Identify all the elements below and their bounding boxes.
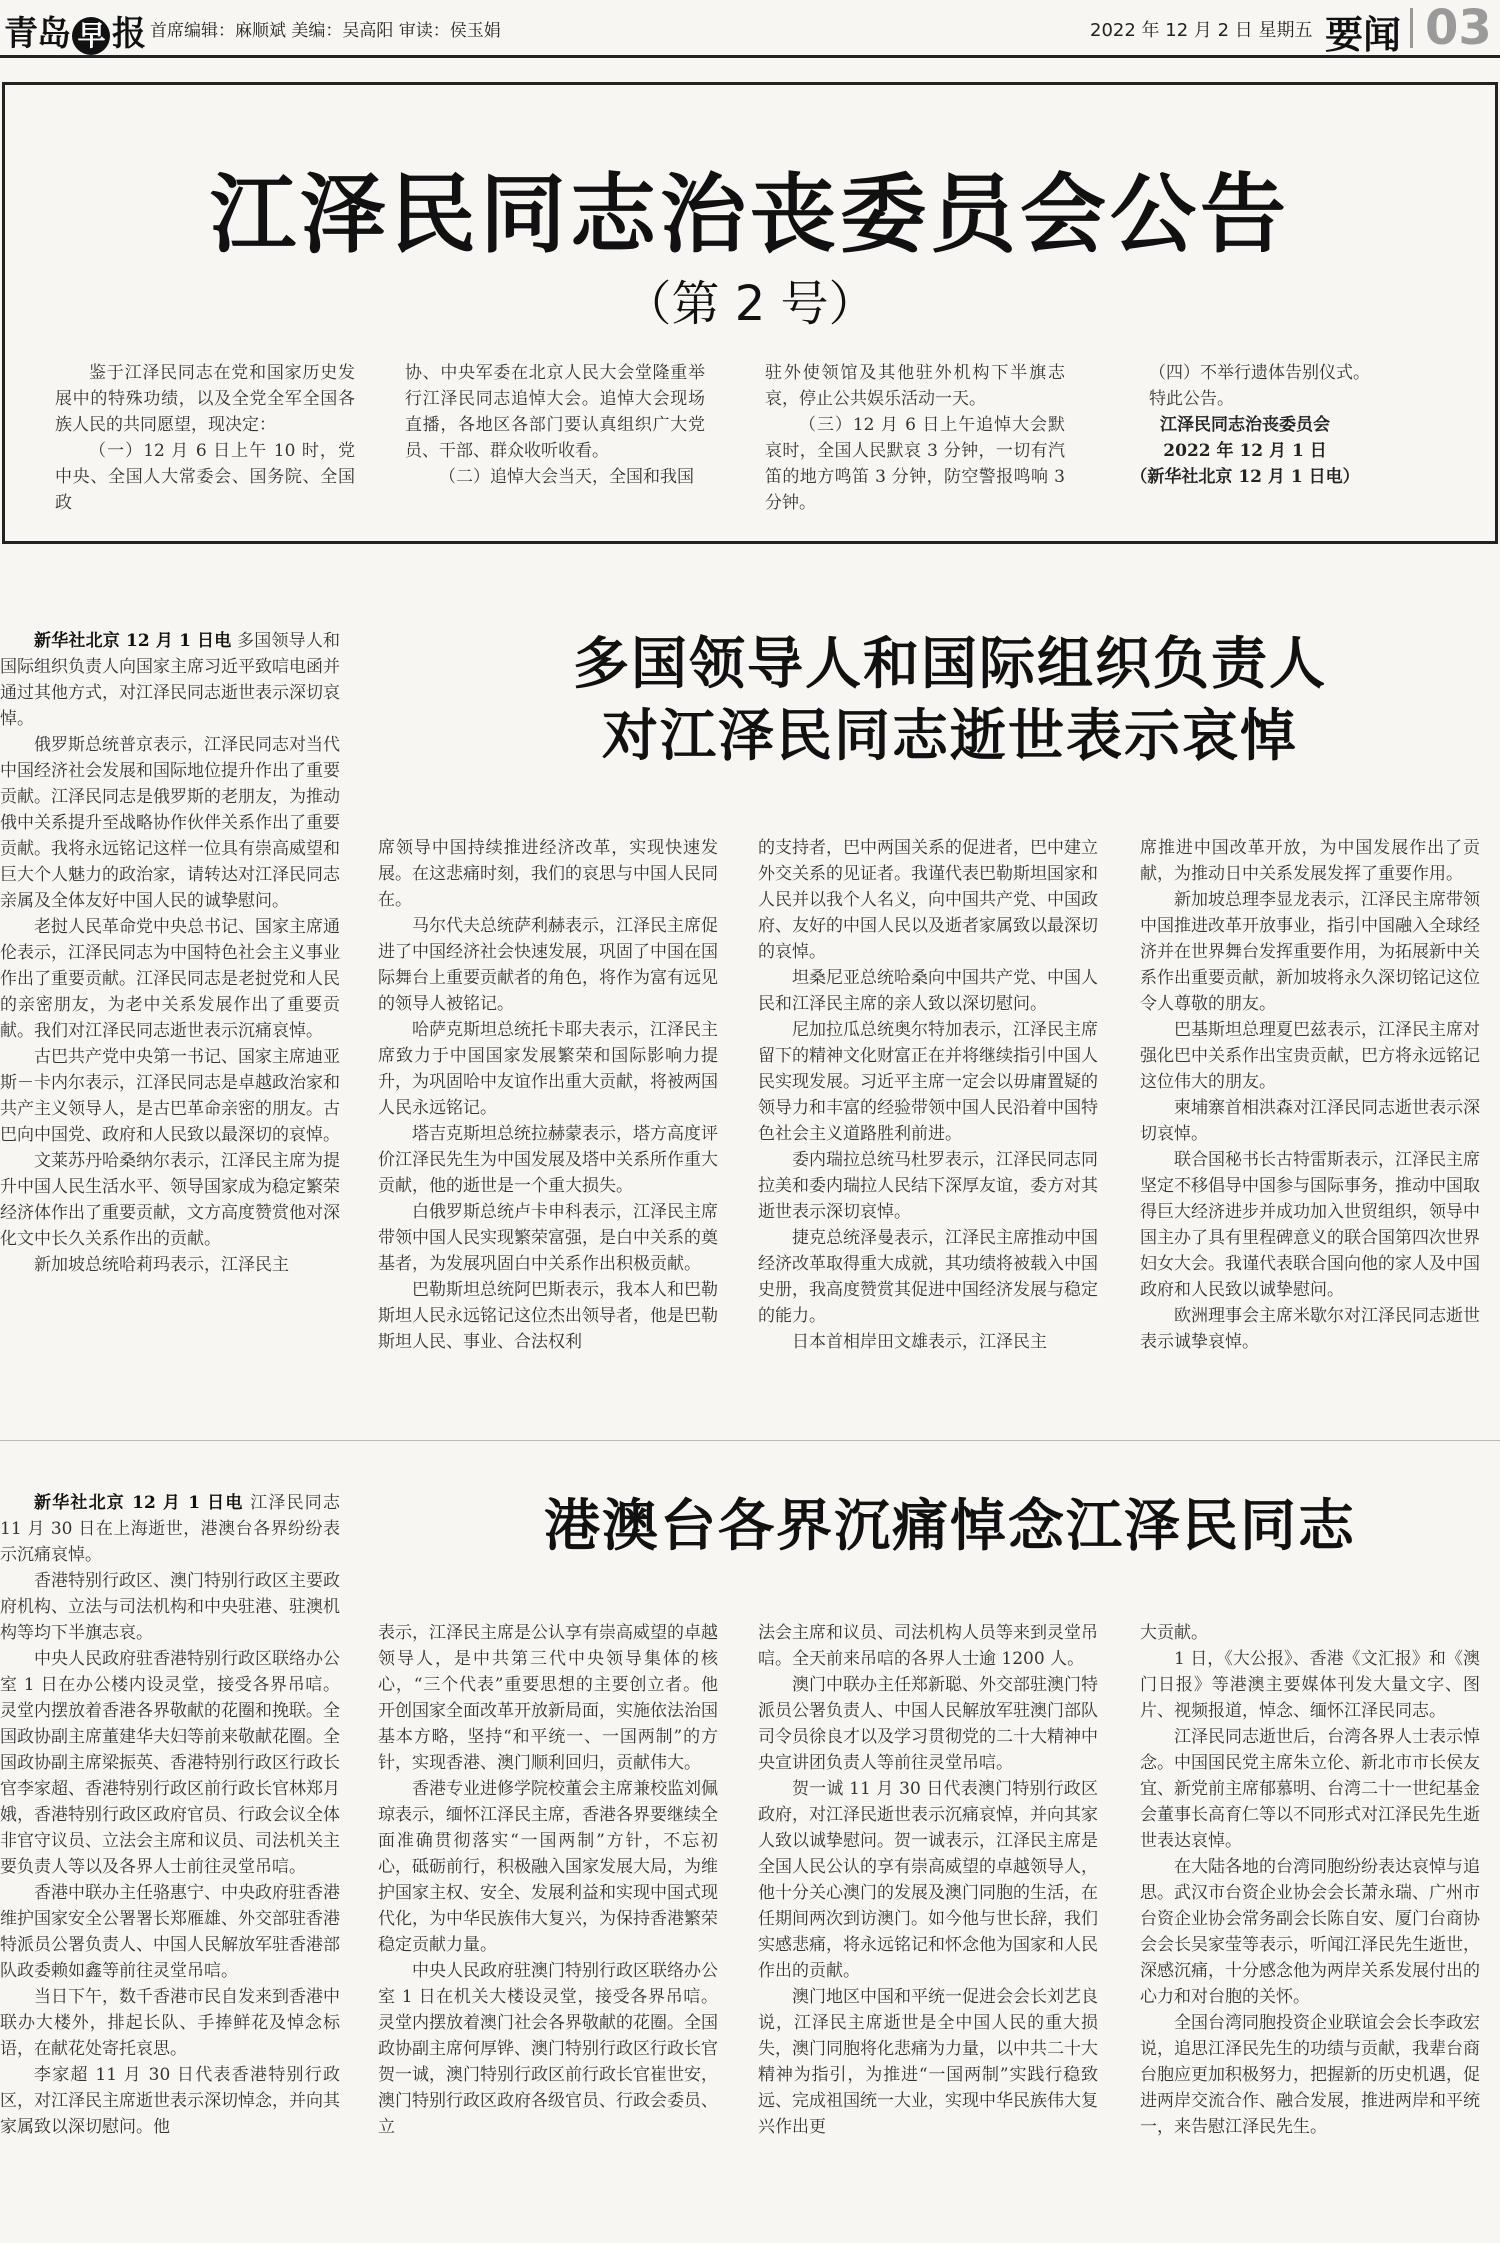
article2-lead-paragraph: 江泽民同志 11 月 30 日在上海逝世，港澳台各界纷纷表示沉痛哀悼。 [0,1493,340,1565]
article1-paragraph: 塔吉克斯坦总统拉赫蒙表示，塔方高度评价江泽民先生为中国发展及塔中关系所作重大贡献，他的逝世是一个重大损失。 [378,1124,718,1196]
notice-column-2 [405,360,705,490]
logo-left-text: 青岛 [4,14,70,54]
article1-paragraph: 哈萨克斯坦总统托卡耶夫表示，江泽民主席致力于中国国家发展繁荣和国际影响力提升，为巩固哈中友谊作出重大贡献，将被两国人民永远铭记。 [378,1020,718,1118]
article2-paragraph: 1 日，《大公报》、香港《文汇报》和《澳门日报》等港澳主要媒体刊发大量文字、图片、视频报道，悼念、缅怀江泽民同志。 [1140,1649,1480,1721]
article1-paragraph: 席领导中国持续推进经济改革，实现快速发展。在这悲痛时刻，我们的哀思与中国人民同在。 [378,838,718,910]
article1-paragraph: 文莱苏丹哈桑纳尔表示，江泽民主席为提升中国人民生活水平、领导国家成为稳定繁荣经济体作出了重要贡献，文方高度赞赏他对深化文中长久关系作出的贡献。 [0,1151,340,1249]
article2-paragraph: 中央人民政府驻澳门特别行政区联络办公室 1 日在机关大楼设灵堂，接受各界吊唁。灵堂内摆放着澳门社会各界敬献的花圈。全国政协副主席何厚铧、澳门特别行政区行政长官贺一诚，澳门特别行政区前行政长官崔世安，澳门特别行政区政府各级官员、行政会委员、立 [378,1961,718,2137]
notice-subtitle: （第 2 号） [623,276,877,332]
article1-paragraph: 白俄罗斯总统卢卡申科表示，江泽民主席带领中国人民实现繁荣富强，是白中关系的奠基者，为发展巩固白中关系作出积极贡献。 [378,1202,718,1274]
article2-paragraph: 香港中联办主任骆惠宁、中央政府驻香港维护国家安全公署署长郑雁雄、外交部驻香港特派员公署负责人、中国人民解放军驻香港部队政委赖如鑫等前往灵堂吊唁。 [0,1883,340,1981]
masthead [0,0,1500,58]
article1-paragraph: 捷克总统泽曼表示，江泽民主席推动中国经济改革取得重大成就，其功绩将被载入中国史册，我高度赞赏其促进中国经济发展与稳定的能力。 [758,1228,1098,1326]
header-divider [1410,8,1413,48]
notice-title: 江泽民同志治丧委员会公告 [210,164,1290,265]
article1-paragraph: 的支持者，巴中两国关系的促进者，巴中建立外交关系的见证者。我谨代表巴勒斯坦国家和人民并以我个人名义，向中国共产党、中国政府、友好的中国人民以及逝者家属致以最深切的哀悼。 [758,838,1098,962]
notice-paragraph: 鉴于江泽民同志在党和国家历史发展中的特殊功绩，以及全党全军全国各族人民的共同愿望，现决定： [55,363,355,435]
article2-dateline: 新华社北京 12 月 1 日电 [34,1493,244,1513]
article1-paragraph: 联合国秘书长古特雷斯表示，江泽民主席坚定不移倡导中国参与国际事务，推动中国取得巨大经济进步并成功加入世贸组织，领导中国主办了具有里程碑意义的联合国第四次世界妇女大会。我谨代表联合国向他的家人及中国政府和人民致以诚挚慰问。 [1140,1150,1480,1300]
article2-column-2 [378,1620,718,2140]
article1-lead-paragraph: 多国领导人和国际组织负责人向国家主席习近平致唁电函并通过其他方式，对江泽民同志逝世表示深切哀悼。 [0,631,341,729]
notice-paragraph: 协、中央军委在北京人民大会堂隆重举行江泽民同志追悼大会。追悼大会现场直播，各地区各部门要认真组织广大党员、干部、群众收听收看。 [405,363,705,461]
article2-paragraph: 贺一诚 11 月 30 日代表澳门特别行政区政府，对江泽民逝世表示沉痛哀悼，并向其家人致以诚挚慰问。贺一诚表示，江泽民主席是全国人民公认的享有崇高威望的卓越领导人，他十分关心澳门的发展及澳门同胞的生活，在任期间两次到访澳门。如今他与世长辞，我们实感悲痛，将永远铭记和怀念他为国家和人民作出的贡献。 [758,1779,1098,1981]
article2-column-4 [1140,1620,1480,2140]
page-number: 03 [1425,0,1492,56]
notice-paragraph: 驻外使领馆及其他驻外机构下半旗志哀，停止公共娱乐活动一天。 [765,363,1065,409]
article1-paragraph: 日本首相岸田文雄表示，江泽民主 [792,1332,1047,1352]
article1-paragraph: 巴基斯坦总理夏巴兹表示，江泽民主席对强化巴中关系作出宝贵贡献，巴方将永远铭记这位伟大的朋友。 [1140,1020,1480,1092]
notice-paragraph: （二）追悼大会当天，全国和我国 [439,467,694,487]
notice-paragraph: 特此公告。 [1149,389,1234,409]
notice-signature: 江泽民同志治丧委员会 [1160,415,1330,435]
notice-paragraph: （三）12 月 6 日上午追悼大会默哀时，全国人民默哀 3 分钟，一切有汽笛的地方鸣笛 3 分钟，防空警报鸣响 3 分钟。 [765,415,1065,513]
notice-column-4 [1115,360,1375,490]
article1-column-3 [758,835,1098,1355]
article-divider [0,1440,1500,1441]
article1-paragraph: 老挝人民革命党中央总书记、国家主席通伦表示，江泽民同志为中国特色社会主义事业作出了重要贡献。江泽民同志是老挝党和人民的亲密朋友，为老中关系发展作出了重要贡献。我们对江泽民同志逝世表示沉痛哀悼。 [0,917,340,1041]
article2-paragraph: 法会主席和议员、司法机构人员等来到灵堂吊唁。全天前来吊唁的各界人士逾 1200 人。 [758,1623,1098,1669]
logo-right-text: 报 [112,14,145,54]
article2-paragraph: 表示，江泽民主席是公认享有崇高威望的卓越领导人，是中共第三代中央领导集体的核心，“三个代表”重要思想的主要创立者。他开创国家全面改革开放新局面，实施依法治国基本方略，坚持“和平统一、一国两制”的方针，实现香港、澳门顺利回归，贡献伟大。 [378,1623,718,1773]
article1-column-4 [1140,835,1480,1355]
article2-paragraph: 香港特别行政区、澳门特别行政区主要政府机构、立法与司法机构和中央驻港、驻澳机构等均下半旗志哀。 [0,1571,340,1643]
funeral-committee-notice [2,82,1498,544]
article1-paragraph: 巴勒斯坦总统阿巴斯表示，我本人和巴勒斯坦人民永远铭记这位杰出领导者，他是巴勒斯坦人民、事业、合法权利 [378,1280,718,1352]
article2-paragraph: 中央人民政府驻香港特别行政区联络办公室 1 日在办公楼内设灵堂，接受各界吊唁。灵堂内摆放着香港各界敬献的花圈和挽联。全国政协副主席董建华夫妇等前来敬献花圈。全国政协副主席梁振英、香港特别行政区行政长官李家超、香港特别行政区前行政长官林郑月娥，香港特别行政区政府官员、行政会议全体非官守议员、立法会主席和议员、司法机关主要负责人等以及各界人士前往灵堂吊唁。 [0,1649,340,1877]
article2-paragraph: 澳门中联办主任郑新聪、外交部驻澳门特派员公署负责人、中国人民解放军驻澳门部队司令员徐良才以及学习贯彻党的二十大精神中央宣讲团负责人等前往灵堂吊唁。 [758,1675,1098,1773]
newspaper-logo [4,6,145,55]
article2-paragraph: 李家超 11 月 30 日代表香港特别行政区，对江泽民主席逝世表示深切悼念，并向其家属致以深切慰问。他 [0,2065,340,2137]
article2-lead-column [0,1490,340,2140]
article2-paragraph: 在大陆各地的台湾同胞纷纷表达哀悼与追思。武汉市台资企业协会会长萧永瑞、广州市台资企业协会常务副会长陈自安、厦门台商协会会长吴家莹等表示，听闻江泽民先生逝世，深感沉痛，十分感念他为两岸关系发展付出的心力和对台胞的关怀。 [1140,1857,1480,2007]
article1-paragraph: 尼加拉瓜总统奥尔特加表示，江泽民主席留下的精神文化财富正在并将继续指引中国人民实现发展。习近平主席一定会以毋庸置疑的领导力和丰富的经验带领中国人民沿着中国特色社会主义道路胜利前进。 [758,1020,1098,1144]
article1-dateline: 新华社北京 12 月 1 日电 [34,631,232,651]
issue-date: 2022 年 12 月 2 日 星期五 [1090,20,1313,41]
notice-column-1 [55,360,355,516]
article1-paragraph: 席推进中国改革开放，为中国发展作出了贡献，为推动日中关系发展发挥了重要作用。 [1140,838,1480,884]
article1-paragraph: 委内瑞拉总统马杜罗表示，江泽民同志同拉美和委内瑞拉人民结下深厚友谊，委方对其逝世表示深切哀悼。 [758,1150,1098,1222]
article1-headline-line2: 对江泽民同志逝世表示哀悼 [602,703,1298,769]
article2-paragraph: 当日下午，数千香港市民自发来到香港中联办大楼外，排起长队、手捧鲜花及悼念标语，在献花处寄托哀思。 [0,1987,340,2059]
notice-source: （新华社北京 12 月 1 日电） [1130,467,1360,487]
notice-column-3 [765,360,1065,516]
article1-headline [400,628,1500,772]
article2-paragraph: 大贡献。 [1140,1623,1208,1643]
logo-badge: 早 [72,17,110,55]
article1-paragraph: 古巴共产党中央第一书记、国家主席迪亚斯－卡内尔表示，江泽民同志是卓越政治家和共产主义领导人，是古巴革命亲密的朋友。古巴向中国党、政府和人民致以最深切的哀悼。 [0,1047,340,1145]
editor-credits: 首席编辑：麻顺斌 美编：吴高阳 审读：侯玉娟 [150,21,501,41]
article1-paragraph: 柬埔寨首相洪森对江泽民同志逝世表示深切哀悼。 [1140,1098,1480,1144]
notice-paragraph: （一）12 月 6 日上午 10 时，党中央、全国人大常委会、国务院、全国政 [55,441,355,513]
article1-lead-column [0,628,340,1278]
article2-headline: 港澳台各界沉痛悼念江泽民同志 [544,1493,1356,1559]
article2-paragraph: 全国台湾同胞投资企业联谊会会长李政宏说，追思江泽民先生的功绩与贡献，我辈台商台胞应更加积极努力，把握新的历史机遇，促进两岸交流合作、融合发展，推进两岸和平统一，来告慰江泽民先生。 [1140,2013,1480,2137]
article2-paragraph: 香港专业进修学院校董会主席兼校监刘佩琼表示，缅怀江泽民主席，香港各界要继续全面准确贯彻落实“一国两制”方针，不忘初心，砥砺前行，积极融入国家发展大局，为维护国家主权、安全、发展利益和实现中国式现代化，为中华民族伟大复兴，为保持香港繁荣稳定贡献力量。 [378,1779,718,1955]
article1-paragraph: 欧洲理事会主席米歇尔对江泽民同志逝世表示诚挚哀悼。 [1140,1306,1480,1352]
article2-paragraph: 江泽民同志逝世后，台湾各界人士表示悼念。中国国民党主席朱立伦、新北市市长侯友宜、新党前主席郁慕明、台湾二十一世纪基金会董事长高育仁等以不同形式对江泽民先生逝世表达哀悼。 [1140,1727,1480,1851]
article1-paragraph: 新加坡总统哈莉玛表示，江泽民主 [34,1255,289,1275]
notice-paragraph: （四）不举行遗体告别仪式。 [1149,363,1370,383]
article2-column-3 [758,1620,1098,2140]
notice-sign-date: 2022 年 12 月 1 日 [1163,441,1327,461]
article1-paragraph: 俄罗斯总统普京表示，江泽民同志对当代中国经济社会发展和国际地位提升作出了重要贡献。江泽民同志是俄罗斯的老朋友，为推动俄中关系提升至战略协作伙伴关系作出了重要贡献。我将永远铭记这样一位具有崇高威望和巨大个人魅力的政治家，请转达对江泽民同志亲属及全体友好中国人民的诚挚慰问。 [0,735,340,911]
article1-paragraph: 新加坡总理李显龙表示，江泽民主席带领中国推进改革开放事业，指引中国融入全球经济并在世界舞台发挥重要作用，为拓展新中关系作出重要贡献，新加坡将永久深切铭记这位令人尊敬的朋友。 [1140,890,1480,1014]
article2-paragraph: 澳门地区中国和平统一促进会会长刘艺良说，江泽民主席逝世是全中国人民的重大损失，澳门同胞将化悲痛为力量，以中共二十大精神为指引，为推进“一国两制”实践行稳致远、完成祖国统一大业，实现中华民族伟大复兴作出更 [758,1987,1098,2137]
section-name: 要闻 [1325,13,1402,57]
article1-column-2 [378,835,718,1355]
article1-paragraph: 马尔代夫总统萨利赫表示，江泽民主席促进了中国经济社会快速发展，巩固了中国在国际舞台上重要贡献者的角色，将作为富有远见的领导人被铭记。 [378,916,718,1014]
article1-paragraph: 坦桑尼亚总统哈桑向中国共产党、中国人民和江泽民主席的亲人致以深切慰问。 [758,968,1098,1014]
article1-headline-line1: 多国领导人和国际组织负责人 [573,631,1327,697]
